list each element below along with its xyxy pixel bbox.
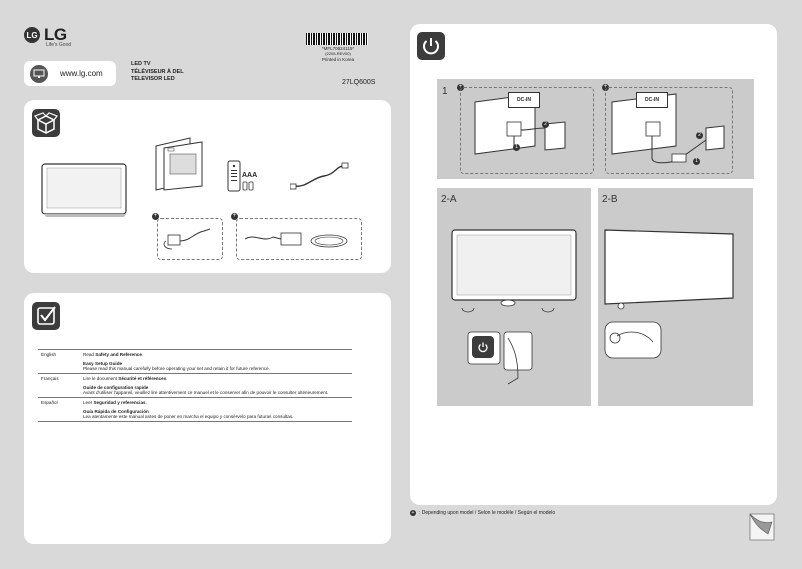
step2a-label: 2-A [441, 194, 457, 205]
power-icon [417, 32, 445, 60]
manual-illustration [154, 136, 204, 192]
revision: (2205-REV00) [325, 51, 351, 56]
box-contents-panel [24, 100, 391, 273]
table-row [38, 374, 352, 384]
model-note [410, 510, 555, 516]
lg-logo-mark: LG [24, 27, 40, 43]
guide-table [38, 349, 352, 422]
callout-2: 2 [696, 132, 703, 139]
model-number: 27LQ600S [342, 79, 376, 86]
safety-line: Lire le document Sécurité et références. [80, 374, 352, 384]
safety-line: Read Safety and Reference. [80, 350, 352, 360]
page-turn-icon [746, 510, 778, 544]
model-dependent-mark: + [458, 84, 463, 90]
table-row [38, 350, 352, 360]
model-dependent-mark: + [603, 84, 608, 90]
guide-body: Lea atentamente este manual antes de poner en marcha el equipo y consérvelo para futuras consultas. [83, 414, 294, 419]
table-row [38, 407, 352, 422]
guide-title: Easy Setup Guide [83, 361, 123, 366]
tv-side-power-button [603, 226, 739, 362]
website-url[interactable]: www.lg.com [60, 69, 103, 78]
note-text: : Depending upon model / Selon le modèle / Según el modelo [419, 510, 556, 516]
tv-front-power-button [448, 228, 580, 388]
table-row [38, 398, 352, 408]
language-label: Español [38, 398, 80, 408]
guide-title: Guide de configuration rapide [83, 385, 149, 390]
tagline: Life's Good [46, 42, 72, 48]
plus-icon: + [411, 510, 415, 516]
dc-in-connection-b [606, 88, 732, 173]
printed-in: Printed in Korea [321, 57, 355, 62]
guide-title: Guía Rápida de Configuración [83, 409, 149, 414]
power-button-icon[interactable] [472, 336, 494, 358]
tv-illustration [40, 162, 130, 220]
table-row [38, 383, 352, 398]
product-title-en: LED TV [131, 61, 151, 67]
language-label: Français [38, 374, 80, 384]
model-dependent-mark: + [232, 213, 237, 219]
website-box [24, 61, 116, 86]
power-cable-illustration [237, 219, 361, 259]
model-dependent-mark: + [153, 213, 158, 219]
power-cable-optional-box [236, 218, 362, 260]
battery-label: AAA [242, 172, 258, 179]
callout-1: 1 [693, 158, 700, 165]
barcode [306, 33, 368, 45]
dc-in-label: DC-IN [636, 92, 668, 108]
adapter-optional-box [157, 218, 223, 260]
step1-option-b [605, 87, 733, 174]
battery-icon [242, 181, 256, 191]
monitor-icon [30, 65, 48, 83]
barcode-text: *MFL70624115* [321, 46, 355, 51]
remote-illustration [226, 160, 242, 192]
product-title-fr: TÉLÉVISEUR À DEL [131, 68, 184, 75]
safety-line: Leer Seguridad y referencias. [80, 398, 352, 408]
checklist-icon [32, 302, 60, 330]
cable-illustration [290, 162, 350, 192]
product-title-es: TELEVISOR LED [131, 76, 175, 82]
callout-1: 1 [513, 144, 520, 151]
guide-body: Please read this manual carefully before operating your set and retain it for future reference. [83, 366, 270, 371]
dc-in-label: DC-IN [508, 92, 540, 108]
callout-2: 2 [542, 121, 549, 128]
lg-logo-text: LG [44, 25, 67, 44]
table-row [38, 359, 352, 374]
step2b-label: 2-B [602, 194, 618, 205]
language-label: English [38, 350, 80, 360]
box-icon [32, 109, 60, 137]
product-titles [131, 61, 184, 84]
step1-label: 1 [442, 86, 448, 97]
adapter-illustration [158, 219, 222, 259]
guide-body: Avant d'utiliser l'appareil, veuillez lire attentivement ce manuel et le conserver afin de pouvoir le consulter ultérieurement. [83, 390, 329, 395]
